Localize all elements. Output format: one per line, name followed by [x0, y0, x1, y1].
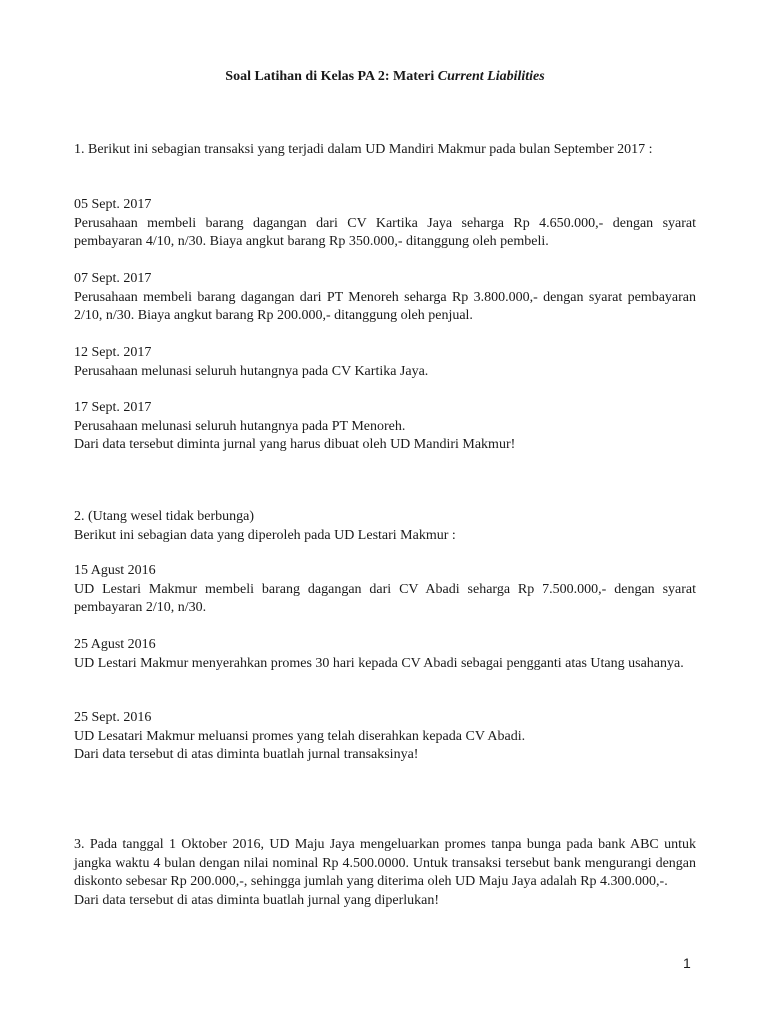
page-title [74, 68, 696, 87]
q1-item [74, 399, 696, 455]
q2-item-text: UD Lesatari Makmur meluansi promes yang telah diserahkan kepada CV Abadi. [74, 728, 526, 744]
q2-item-date: 15 Agust 2016 [74, 563, 156, 578]
question-1 [74, 141, 696, 160]
q2-item [74, 709, 696, 765]
q1-item-date: 17 Sept. 2017 [74, 400, 152, 415]
q1-item-text: Perusahaan membeli barang dagangan dari CV Kartika Jaya seharga Rp 4.650.000,- dengan syarat pembayaran 4/10, n/30. Biaya angkut barang Rp 350.000,- ditanggung oleh pembeli. [74, 215, 696, 249]
q2-item-text: UD Lestari Makmur menyerahkan promes 30 hari kepada CV Abadi sebagai pengganti atas Utang usahanya. [74, 655, 684, 671]
q2-item-date: 25 Sept. 2016 [74, 710, 152, 725]
page-number: 1 [683, 955, 691, 971]
q1-closing: Dari data tersebut diminta jurnal yang harus dibuat oleh UD Mandiri Makmur! [74, 437, 516, 452]
q2-intro: Berikut ini sebagian data yang diperoleh pada UD Lestari Makmur : [74, 527, 456, 543]
title-italic-text: Current Liabilities [437, 69, 545, 84]
q2-item-text: UD Lestari Makmur membeli barang dagangan dari CV Abadi seharga Rp 7.500.000,- dengan syarat pembayaran 2/10, n/30. [74, 581, 696, 615]
q2-item [74, 636, 696, 673]
q2-item [74, 562, 696, 618]
q1-item [74, 270, 696, 326]
q1-item-date: 12 Sept. 2017 [74, 345, 152, 360]
q2-item-date: 25 Agust 2016 [74, 637, 156, 652]
q1-item [74, 344, 696, 381]
question-2 [74, 508, 696, 545]
q1-item-text: Perusahaan membeli barang dagangan dari PT Menoreh seharga Rp 3.800.000,- dengan syarat pembayaran 2/10, n/30. Biaya angkut barang Rp 200.000,- ditanggung oleh penjual. [74, 289, 696, 323]
q1-item-date: 05 Sept. 2017 [74, 197, 152, 212]
q2-heading: 2. (Utang wesel tidak berbunga) [74, 509, 254, 524]
q1-item-text: Perusahaan melunasi seluruh hutangnya pada PT Menoreh. [74, 418, 406, 434]
question-3 [74, 836, 696, 910]
q3-closing: Dari data tersebut di atas diminta buatlah jurnal yang diperlukan! [74, 892, 440, 908]
q1-item [74, 196, 696, 252]
title-text: Soal Latihan di Kelas PA 2: Materi [225, 69, 438, 84]
q1-intro: 1. Berikut ini sebagian transaksi yang terjadi dalam UD Mandiri Makmur pada bulan September 2017 : [74, 142, 653, 157]
q1-item-text: Perusahaan melunasi seluruh hutangnya pada CV Kartika Jaya. [74, 363, 429, 379]
q1-item-date: 07 Sept. 2017 [74, 271, 152, 286]
q2-closing: Dari data tersebut di atas diminta buatlah jurnal transaksinya! [74, 747, 419, 762]
q3-text: 3. Pada tanggal 1 Oktober 2016, UD Maju Jaya mengeluarkan promes tanpa bunga pada bank ABC untuk jangka waktu 4 bulan dengan nilai nominal Rp 4.500.0000. Untuk transaksi tersebut bank mengurangi dengan diskonto sebesar Rp 200.000,-, sehingga jumlah yang diterima oleh UD Maju Jaya adalah Rp 4.300.000,-. [74, 837, 696, 889]
